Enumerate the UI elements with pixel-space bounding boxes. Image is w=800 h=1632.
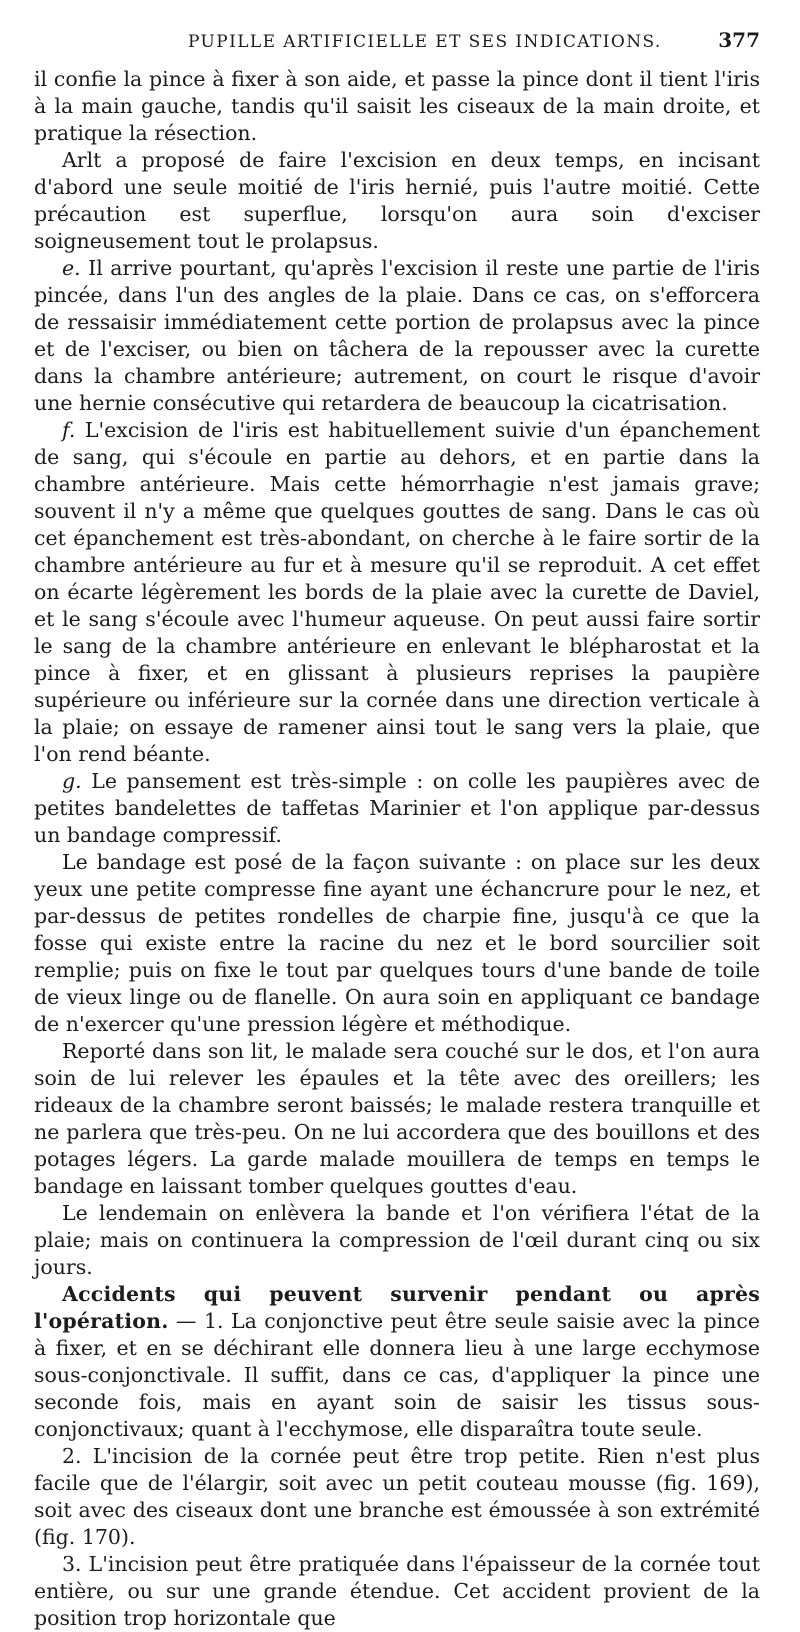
paragraph-text: 3. L'incision peut être pratiquée dans l'épaisseur de la cornée tout entière, ou sur une grande étendue. Cet accident provient de la position trop horizontale que bbox=[34, 1552, 760, 1630]
section-heading: Accidents qui peuvent survenir pendant ou après l'opération. bbox=[34, 1282, 760, 1333]
paragraph-bed bbox=[34, 1038, 760, 1200]
body-text bbox=[34, 66, 760, 1632]
paragraph-text: L'excision de l'iris est habituellement suivie d'un épanchement de sang, qui s'écoule en partie au dehors, et en partie dans la chambre antérieure. Mais cette hémorrhagie n'est jamais grave; souvent il n'y a même que quelques gouttes de sang. Dans le cas où cet épanchement est très-abondant, on cherche à le faire sortir de la chambre antérieure au fur et à mesure qu'il se reproduit. A cet effet on écarte légèrement les bords de la plaie avec la curette de Daviel, et le sang s'écoule avec l'humeur aqueuse. On peut aussi faire sortir le sang de la chambre antérieure en enlevant le blépharostat et la pince à fixer, et en glissant à plusieurs reprises la paupière supérieure ou inférieure sur la cornée dans une direction verticale à la plaie; on essaye de ramener ainsi tout le sang vers la plaie, que l'on rend béante. bbox=[34, 418, 760, 766]
paragraph-item-3 bbox=[34, 1551, 760, 1632]
running-title: PUPILLE ARTIFICIELLE ET SES INDICATIONS. bbox=[188, 32, 662, 52]
paragraph-text: — 1. La conjonctive peut être seule saisie avec la pince à fixer, et en se déchirant elle donnera lieu à une large ecchymose sous-conjonctivale. Il suffit, dans ce cas, d'appliquer la pince une seconde fois, mais en ayant soin de saisir les tissus sous-conjonctivaux; quant à l'ecchymose, elle disparaîtra toute seule. bbox=[34, 1309, 760, 1441]
running-head bbox=[34, 28, 760, 56]
paragraph-item-2 bbox=[34, 1443, 760, 1551]
paragraph-text: Le lendemain on enlèvera la bande et l'on vérifiera l'état de la plaie; mais on continuera la compression de l'œil durant cinq ou six jours. bbox=[34, 1201, 760, 1279]
paragraph-g bbox=[34, 768, 760, 849]
paragraph-text: Arlt a proposé de faire l'excision en deux temps, en incisant d'abord une seule moitié de l'iris hernié, puis l'autre moitié. Cette précaution est superflue, lorsqu'on aura soin d'exciser soigneusement tout le prolapsus. bbox=[34, 148, 760, 253]
paragraph-bandage bbox=[34, 849, 760, 1038]
item-label: f. bbox=[62, 418, 76, 442]
paragraph-f bbox=[34, 417, 760, 768]
paragraph-1 bbox=[34, 66, 760, 147]
paragraph-next-day bbox=[34, 1200, 760, 1281]
paragraph-text: Le pansement est très-simple : on colle les paupières avec de petites bandelettes de taffetas Marinier et l'on applique par-dessus un bandage compressif. bbox=[34, 769, 760, 847]
paragraph-accidents bbox=[34, 1281, 760, 1443]
paragraph-2 bbox=[34, 147, 760, 255]
paragraph-text: il confie la pince à fixer à son aide, et passe la pince dont il tient l'iris à la main gauche, tandis qu'il saisit les ciseaux de la main droite, et pratique la résection. bbox=[34, 67, 760, 145]
page-number: 377 bbox=[718, 28, 760, 52]
item-label: g. bbox=[62, 769, 82, 793]
item-label: e. bbox=[62, 256, 81, 280]
paragraph-text: Il arrive pourtant, qu'après l'excision il reste une partie de l'iris pincée, dans l'un des angles de la plaie. Dans ce cas, on s'efforcera de ressaisir immédiatement cette portion de prolapsus avec la pince et de l'exciser, ou bien on tâchera de la repousser avec la curette dans la chambre antérieure; autrement, on court le risque d'avoir une hernie consécutive qui retardera de beaucoup la cicatrisation. bbox=[34, 256, 760, 415]
paragraph-e bbox=[34, 255, 760, 417]
paragraph-text: 2. L'incision de la cornée peut être trop petite. Rien n'est plus facile que de l'élargir, soit avec un petit couteau mousse (fig. 169), soit avec des ciseaux dont une branche est émoussée à son extrémité (fig. 170). bbox=[34, 1444, 760, 1549]
paragraph-text: Reporté dans son lit, le malade sera couché sur le dos, et l'on aura soin de lui relever les épaules et la tête avec des oreillers; les rideaux de la chambre seront baissés; le malade restera tranquille et ne parlera que très-peu. On ne lui accordera que des bouillons et des potages légers. La garde malade mouillera de temps en temps le bandage en laissant tomber quelques gouttes d'eau. bbox=[34, 1039, 760, 1198]
paragraph-text: Le bandage est posé de la façon suivante : on place sur les deux yeux une petite compresse fine ayant une échancrure pour le nez, et par-dessus de petites rondelles de charpie fine, jusqu'à ce que la fosse qui existe entre la racine du nez et le bord sourcilier soit remplie; puis on fixe le tout par quelques tours d'une bande de toile de vieux linge ou de flanelle. On aura soin en appliquant ce bandage de n'exercer qu'une pression légère et méthodique. bbox=[34, 850, 760, 1036]
